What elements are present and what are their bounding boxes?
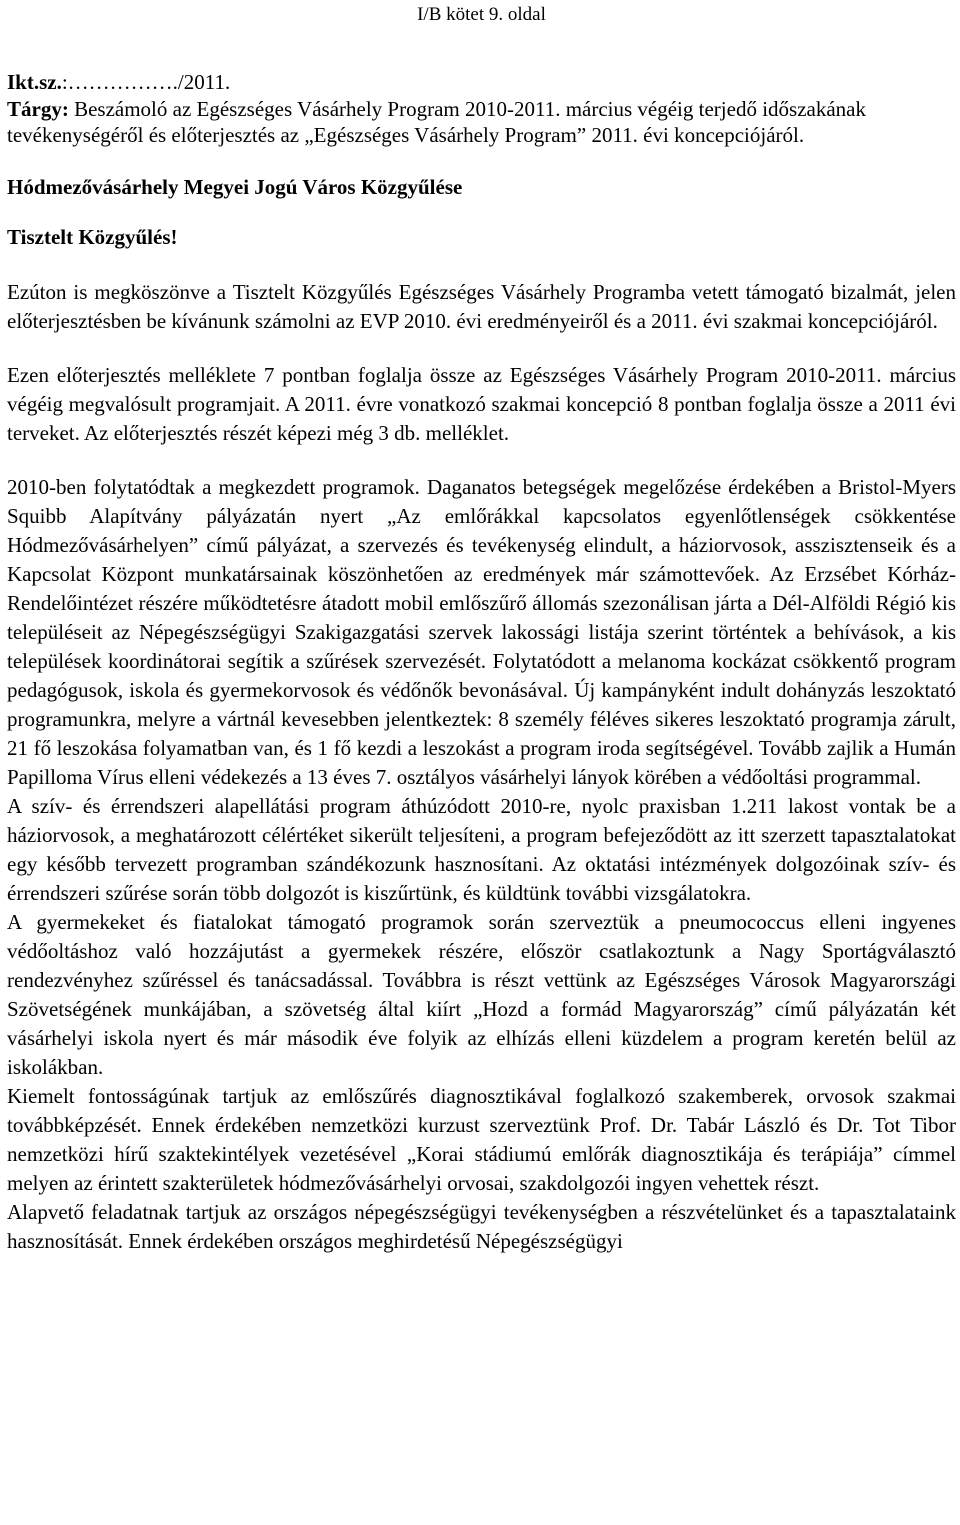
registration-number-label: Ikt.sz. [7,70,62,94]
registration-number [7,69,956,95]
addressee: Hódmezővásárhely Megyei Jogú Város Közgyűlése [7,175,463,199]
subject-block [7,96,956,148]
document-page [7,0,956,1256]
paragraph-6: Kiemelt fontosságúnak tartjuk az emlőszűrés diagnosztikával foglalkozó szakemberek, orvosok szakmai továbbképzését. Ennek érdekében nemzetközi kurzust szerveztünk Prof. Dr. Tabár László és Dr. Tot Tibor nemzetközi hírű szaktekintélyek vezetésével „Korai stádiumú emlőrák diagnosztikája és terápiája” címmel melyen az érintett szakterületek hódmezővásárhelyi orvosai, szakdolgozói ingyen vehettek részt. [7,1084,956,1195]
page-header: I/B kötet 9. oldal [417,4,546,25]
paragraph-4: A szív- és érrendszeri alapellátási program áthúzódott 2010-re, nyolc praxisban 1.211 lakost vontak be a háziorvosok, a meghatározott célértéket sikerült teljesíteni, a program befejeződött az itt szerzett tapasztalatokat egy később tervezett programban szándékozunk hasznosítani. Az oktatási intézmények dolgozóinak szív- és érrendszeri szűrése során több dolgozót is kiszűrtünk, és küldtünk további vizsgálatokra. [7,794,956,905]
subject-label: Tárgy: [7,97,69,121]
salutation: Tisztelt Közgyűlés! [7,225,178,249]
subject-text: Beszámoló az Egészséges Vásárhely Program 2010-2011. március végéig terjedő időszakának tevékenységéről és előterjesztés az „Egészséges Vásárhely Program” 2011. évi koncepciójáról. [7,97,866,147]
paragraph-2: Ezen előterjesztés melléklete 7 pontban foglalja össze az Egészséges Vásárhely Program 2010-2011. március végéig megvalósult programjait. A 2011. évre vonatkozó szakmai koncepció 8 pontban foglalja össze a 2011 évi terveket. Az előterjesztés részét képezi még 3 db. melléklet. [7,363,956,445]
paragraph-5: A gyermekeket és fiatalokat támogató programok során szerveztük a pneumococcus elleni ingyenes védőoltáshoz való hozzájutást a gyermekek részére, először csatlakoztunk a Nagy Sportágválasztó rendezvényhez szűréssel és tanácsadással. Továbbra is részt vettünk az Egészséges Városok Magyarországi Szövetségének munkájában, a szövetség által kiírt „Hozd a formád Magyarország” című pályázatán két vásárhelyi iskola nyert és már második éve folyik az elhízás elleni küzdelem a program keretén belül az iskolákban. [7,910,956,1079]
paragraph-7: Alapvető feladatnak tartjuk az országos népegészségügyi tevékenységben a részvételünket és a tapasztalataink hasznosítását. Ennek érdekében országos meghirdetésű Népegészségügyi [7,1200,956,1253]
paragraph-1: Ezúton is megköszönve a Tisztelt Közgyűlés Egészséges Vásárhely Programba vetett támogató bizalmát, jelen előterjesztésben be kívánunk számolni az EVP 2010. évi eredményeiről és a 2011. évi szakmai koncepciójáról. [7,280,956,333]
paragraph-3: 2010-ben folytatódtak a megkezdett programok. Daganatos betegségek megelőzése érdekében a Bristol-Myers Squibb Alapítvány pályázatán nyert „Az emlőrákkal kapcsolatos egyenlőtlenségek csökkentése Hódmezővásárhelyen” című pályázat, a szervezés és tevékenység elindult, a háziorvosok, asszisztenseik és a Kapcsolat Központ munkatársainak köszönhetően az eredmények már számottevőek. Az Erzsébet Kórház- Rendelőintézet részére működtetésre átadott mobil emlőszűrő állomás szezonálisan járta a Dél-Alföldi Régió kis településeit az Népegészségügyi Szakigazgatási szervek lakossági listája szerint történtek a behívások, a kis települések koordinátorai segítik a szűrések szervezését. Folytatódott a melanoma kockázat csökkentő program pedagógusok, iskola és gyermekorvosok és védőnők bevonásával. Új kampányként indult dohányzás leszoktató programunkra, melyre a vártnál kevesebben jelentkeztek: 8 személy féléves sikeres leszoktató programja zárult, 21 fő leszokása folyamatban van, és 1 fő kezdi a leszokást a program iroda segítségével. Tovább zajlik a Humán Papilloma Vírus elleni védekezés a 13 éves 7. osztályos vásárhelyi lányok körében a védőoltási programmal. [7,475,956,789]
registration-number-value: :……………./2011. [61,70,231,94]
